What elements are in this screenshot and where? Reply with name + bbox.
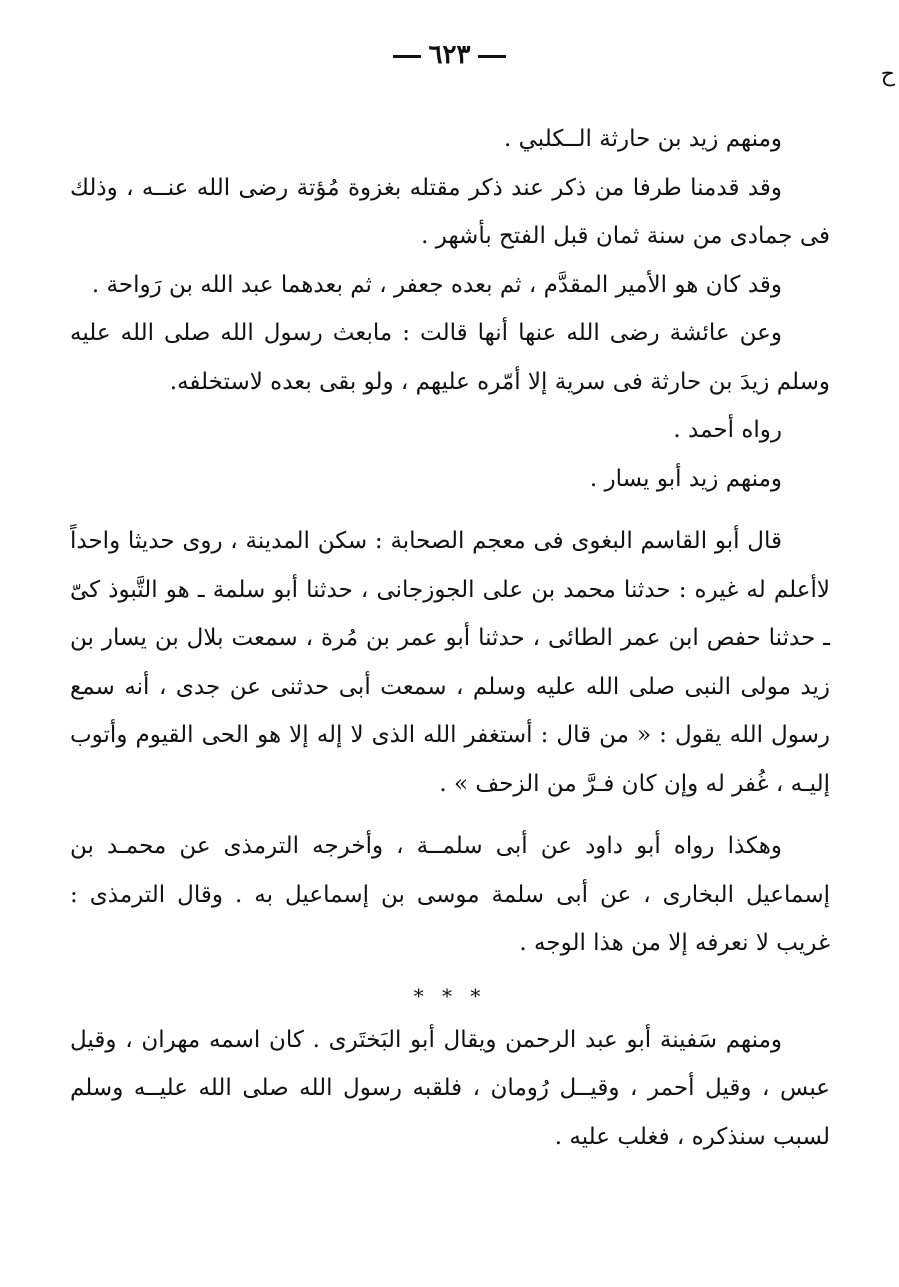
- paragraph-ahmad: رواه أحمد .: [673, 417, 782, 443]
- margin-mark: ح: [880, 62, 895, 87]
- page-header: [0, 40, 899, 70]
- paragraph-zayd-abu-yasar: ومنهم زيد أبو يسار .: [589, 465, 782, 492]
- header-dash-right: [478, 55, 506, 58]
- paragraph-mutah: وقد قدمنا طرفا من ذكر عند ذكر مقتله بغزوة مُؤتة رضى الله عنــه ، وذلك فى جمادى من سنة ثمان قبل الفتح بأشهر .: [70, 174, 830, 249]
- paragraph-tirmidhi: وهكذا رواه أبو داود عن أبى سلمــة ، وأخرجه الترمذى عن محمـد بن إسماعيل البخارى ، عن أبى سلمة موسى بن إسماعيل به . وقال الترمذى : غريب لا نعرفه إلا من هذا الوجه .: [70, 833, 830, 956]
- section-separator: * * *: [413, 983, 487, 1008]
- paragraph-zayd-haritha: ومنهم زيد بن حارثة الــكلبي .: [504, 126, 782, 152]
- page-number: ٦٢٣: [428, 40, 471, 70]
- main-text: [70, 115, 830, 1161]
- spacer: [70, 503, 830, 517]
- paragraph-commander: وقد كان هو الأمير المقدَّم ، ثم بعده جعفر ، ثم بعدهما عبد الله بن رَواحة .: [91, 271, 782, 298]
- paragraph-safina: ومنهم سَفينة أبو عبد الرحمن ويقال أبو البَختَرى . كان اسمه مهران ، وقيل عبس ، وقيل أحمر ، وقيــل رُومان ، فلقبه رسول الله صلى الله عليــه وسلم لسبب سنذكره ، فغلب عليه .: [70, 1026, 830, 1150]
- paragraph-aisha-hadith: وعن عائشة رضى الله عنها أنها قالت : مابعث رسول الله صلى الله عليه وسلم زيدَ بن حارثة فى سرية إلا أمّره عليهم ، ولو بقى بعده لاستخلفه.: [70, 320, 830, 395]
- spacer: [70, 808, 830, 822]
- header-dash-left: [393, 55, 421, 58]
- paragraph-baghawi: قال أبو القاسم البغوى فى معجم الصحابة : سكن المدينة ، روى حديثا واحداً لاأعلم له غيره : حدثنا محمد بن على الجوزجانى ، حدثنا أبو سلمة ـ هو التَّبوذ كىّ ـ حدثنا حفص ابن عمر الطائى ، حدثنا أبو عمر بن مُرة ، سمعت بلال بن يسار بن زيد مولى النبى صلى الله عليه وسلم ، سمعت أبى حدثنى عن جدى ، أنه سمع رسول الله يقول : « من قال : أستغفر الله الذى لا إله إلا هو الحى القيوم وأتوب إليـه ، غُفر له وإن كان فـرَّ من الزحف » .: [70, 528, 830, 797]
